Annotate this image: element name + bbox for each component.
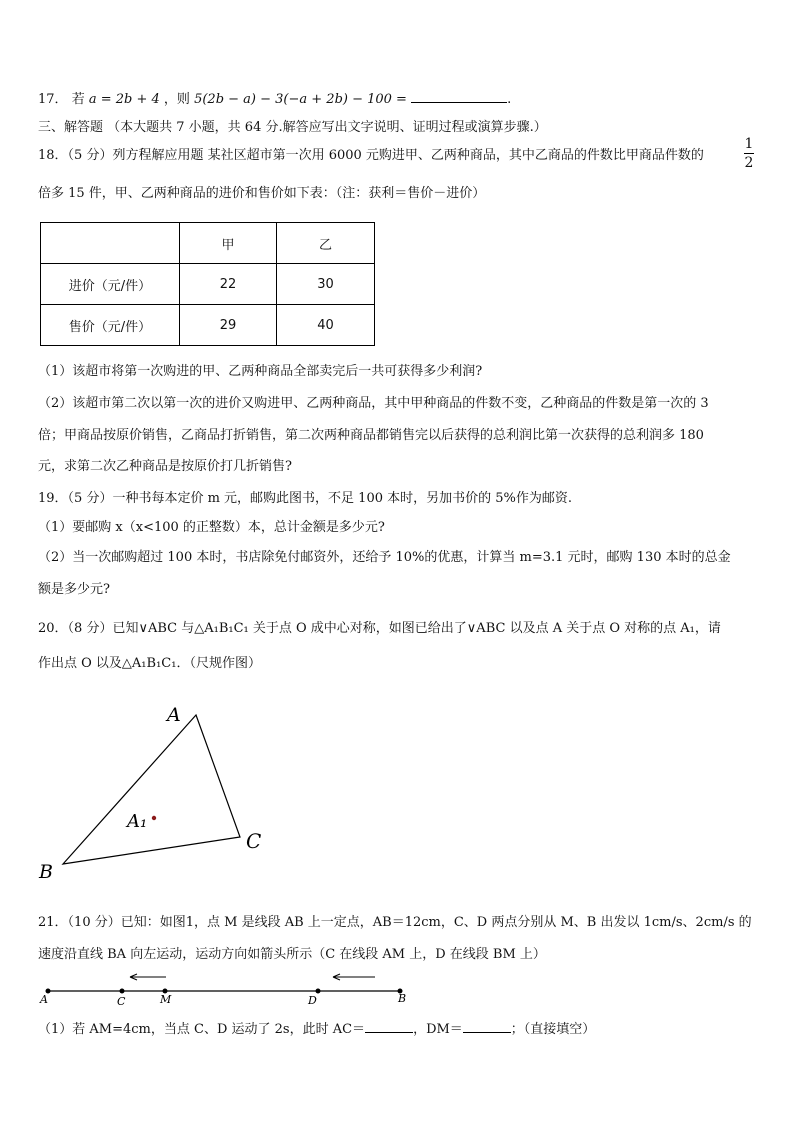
question-18-intro: 18．（5 分）列方程解应用题 某社区超市第一次用 6000 元购进甲、乙两种商品，其中乙商品的件数比甲商品件数的 xyxy=(38,148,704,163)
triangle-abc xyxy=(63,715,240,864)
question-18-part1: （1）该超市将第一次购进的甲、乙两种商品全部卖完后一共可获得多少利润? xyxy=(38,364,483,379)
question-19-intro: 19．（5 分）一种书每本定价 m 元，邮购此图书，不足 100 本时，另加书价的 5%作为邮资. xyxy=(38,491,573,506)
answer-blank-ac[interactable] xyxy=(365,1018,413,1033)
label-a: A xyxy=(167,704,181,726)
answer-blank-dm[interactable] xyxy=(463,1018,511,1033)
label-b: B xyxy=(39,861,53,883)
question-18-intro-cont: 倍多 15 件，甲、乙两种商品的进价和售价如下表：（注：获利＝售价－进价） xyxy=(38,186,486,201)
table-cell: 40 xyxy=(277,305,375,346)
point-d xyxy=(316,989,321,994)
question-18-part2-cont: 倍；甲商品按原价销售，乙商品打折销售，第二次两种商品都销售完以后获得的总利润比第一次获得的总利润多 180 xyxy=(38,428,704,443)
point-a1 xyxy=(152,816,156,820)
fraction-one-half: 1 2 xyxy=(744,136,754,171)
point-c xyxy=(120,989,125,994)
question-17: 17． 若 a = 2b + 4 ，则 5(2b − a) − 3(−a + 2b) − 100 = . xyxy=(38,88,511,109)
table-cell: 30 xyxy=(277,264,375,305)
label-m: M xyxy=(160,993,172,1006)
question-20-cont: 作出点 O 以及△A₁B₁C₁．（尺规作图） xyxy=(38,656,261,671)
label-c: C xyxy=(117,995,126,1008)
question-19-part2-cont: 额是多少元? xyxy=(38,582,110,597)
expression-formula: 5(2b − a) − 3(−a + 2b) − 100 = xyxy=(194,92,407,107)
condition-formula: a = 2b + 4 xyxy=(88,92,160,107)
triangle-figure xyxy=(38,704,261,883)
question-number: 17． xyxy=(38,92,68,107)
table-cell: 售价（元/件） xyxy=(41,305,180,346)
label-a1: A₁ xyxy=(127,811,148,832)
label-b: B xyxy=(398,992,407,1005)
label-a: A xyxy=(40,993,48,1006)
question-21: 21．（10 分）已知：如图1，点 M 是线段 AB 上一定点，AB＝12cm，C、D 两点分别从 M、B 出发以 1cm/s、2cm/s 的 xyxy=(38,915,752,930)
question-21-part1: （1）若 AM=4cm，当点 C、D 运动了 2s，此时 AC＝ ，DM＝ ；（直接填空） xyxy=(38,1018,595,1039)
table-header: 甲 xyxy=(180,223,277,264)
question-21-cont: 速度沿直线 BA 向左运动，运动方向如箭头所示（C 在线段 AM 上，D 在线段 BM 上） xyxy=(38,947,546,962)
label-c: C xyxy=(246,829,262,853)
label-d: D xyxy=(308,994,317,1007)
question-19-part1: （1）要邮购 x（x<100 的正整数）本，总计金额是多少元? xyxy=(38,520,385,535)
table-cell: 进价（元/件） xyxy=(41,264,180,305)
table-cell: 29 xyxy=(180,305,277,346)
table-cell: 22 xyxy=(180,264,277,305)
question-18-part2-cont2: 元，求第二次乙种商品是按原价打几折销售? xyxy=(38,459,292,474)
section-heading: 三、解答题 （本大题共 7 小题，共 64 分.解答应写出文字说明、证明过程或演算步骤.） xyxy=(38,120,547,135)
table-header: 乙 xyxy=(277,223,375,264)
question-20: 20．（8 分）已知∨ABC 与△A₁B₁C₁ 关于点 O 成中心对称，如图已给出了∨ABC 以及点 A 关于点 O 对称的点 A₁，请 xyxy=(38,621,721,636)
segment-figure xyxy=(39,974,406,1008)
question-19-part2: （2）当一次邮购超过 100 本时，书店除免付邮资外，还给予 10%的优惠，计算当 m=3.1 元时，邮购 130 本时的总金 xyxy=(38,550,731,565)
question-18-part2: （2）该超市第二次以第一次的进价又购进甲、乙两种商品，其中甲种商品的件数不变，乙种商品的件数是第一次的 3 xyxy=(38,396,709,411)
